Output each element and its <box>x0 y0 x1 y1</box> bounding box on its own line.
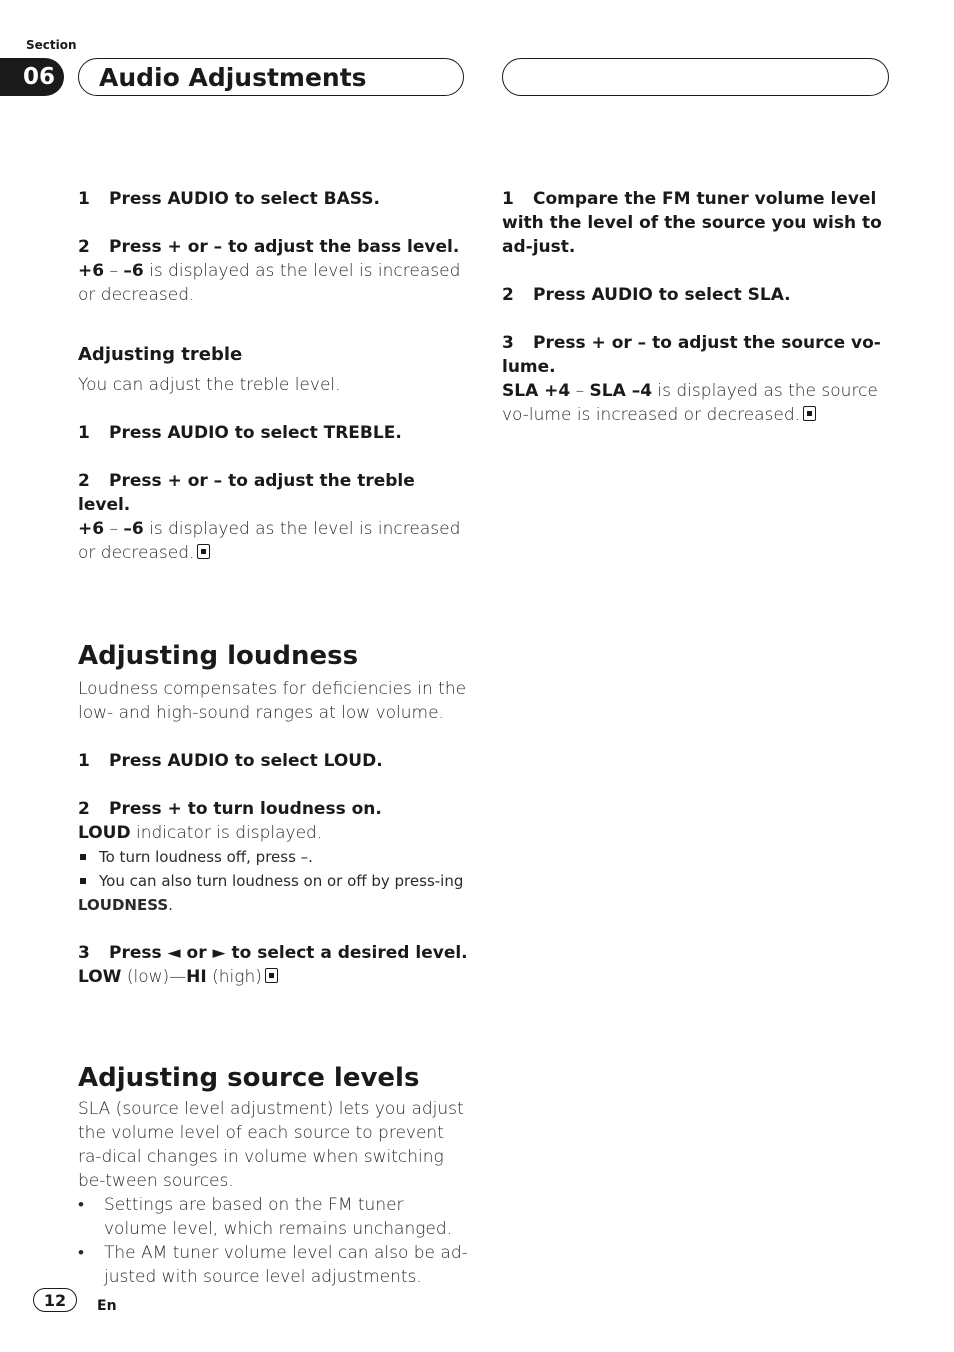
bass-step-1: 1 Press AUDIO to select BASS. <box>78 189 380 209</box>
loudness-step-3: 3 Press ◄ or ► to select a desired level. <box>78 943 468 963</box>
loudness-note-1: To turn loudness off, press –. <box>78 845 468 869</box>
language-label: En <box>97 1298 117 1314</box>
section-title-box <box>78 58 464 96</box>
section-label: Section <box>26 38 77 52</box>
source-levels-intro: SLA (source level adjustment) lets you adjust the volume level of each source to prevent ra-dical changes in volume when switching be-tween sources. <box>78 1099 464 1191</box>
sla-step-1: 1 Compare the FM tuner volume level with the level of the source you wish to ad-just. <box>502 189 882 257</box>
list-item: • The AM tuner volume level can also be ad-justed with source level adjustments. <box>78 1243 468 1287</box>
sla-step-2: 2 Press AUDIO to select SLA. <box>502 285 791 305</box>
list-item: • Settings are based on the FM tuner volume level, which remains unchanged. <box>78 1195 453 1239</box>
loudness-note-2: You can also turn loudness on or off by press-ing LOUDNESS. <box>78 872 464 914</box>
sla-step-3: 3 Press + or – to adjust the source vo-lume. <box>502 333 881 377</box>
right-column <box>502 187 892 427</box>
end-mark-icon <box>265 968 278 983</box>
bass-result: +6 – –6 is displayed as the level is increased or decreased. <box>78 261 461 305</box>
bass-step-2: 2 Press + or – to adjust the bass level. <box>78 237 460 257</box>
loudness-result: LOUD indicator is displayed. <box>78 823 323 843</box>
loudness-intro: Loudness compensates for deficiencies in the low- and high-sound ranges at low volume. <box>78 679 467 723</box>
end-mark-icon <box>803 406 816 421</box>
header-right-box <box>502 58 889 96</box>
sla-result: SLA +4 – SLA –4 is displayed as the source vo-lume is increased or decreased. <box>502 381 878 425</box>
end-mark-icon <box>197 544 210 559</box>
treble-step-2: 2 Press + or – to adjust the treble level. <box>78 471 415 515</box>
loudness-step-1: 1 Press AUDIO to select LOUD. <box>78 751 383 771</box>
source-levels-heading: Adjusting source levels <box>78 1063 420 1093</box>
note-square-icon <box>80 878 86 884</box>
treble-heading: Adjusting treble <box>78 344 243 365</box>
loudness-heading: Adjusting loudness <box>78 641 359 671</box>
section-number-badge: 06 <box>0 58 64 96</box>
treble-intro: You can adjust the treble level. <box>78 375 341 395</box>
section-title: Audio Adjustments <box>99 62 367 92</box>
loudness-levels: LOW (low)—HI (high) <box>78 965 468 989</box>
left-column <box>78 187 468 1289</box>
page-number: 12 <box>33 1288 77 1312</box>
treble-result: +6 – –6 is displayed as the level is increased or decreased. <box>78 519 461 563</box>
note-square-icon <box>80 854 86 860</box>
loudness-step-2: 2 Press + to turn loudness on. <box>78 799 382 819</box>
treble-step-1: 1 Press AUDIO to select TREBLE. <box>78 423 402 443</box>
